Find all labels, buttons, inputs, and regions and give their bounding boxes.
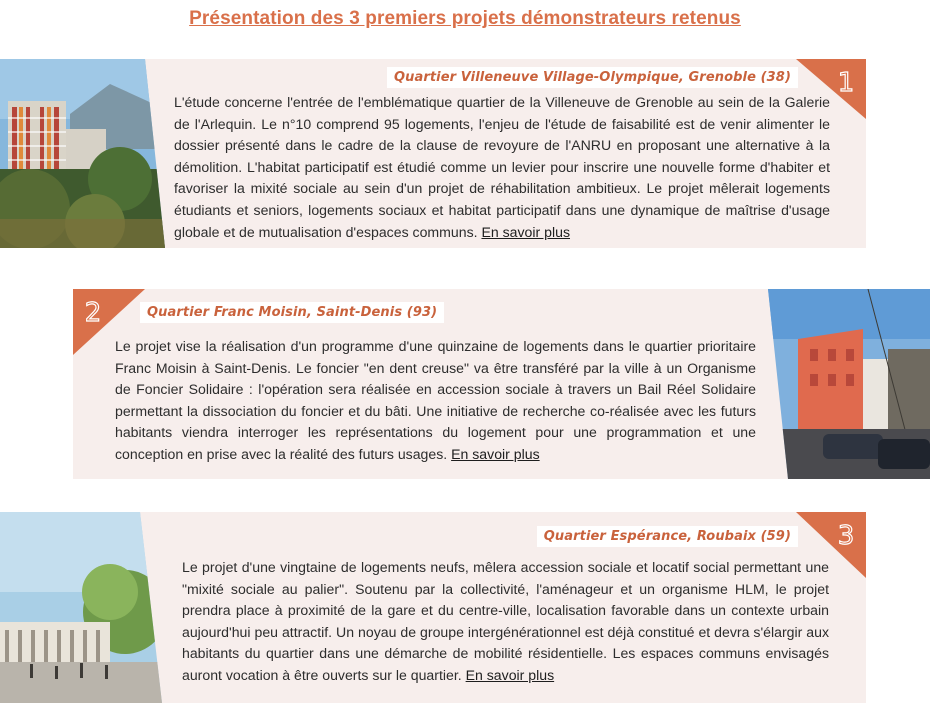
more-link-2[interactable]: En savoir plus (451, 445, 540, 462)
project-location-2: Quartier Franc Moisin, Saint-Denis (93) (140, 302, 444, 323)
project-text-2: Le projet vise la réalisation d'un programme d'une quinzaine de logements dans le quartier prioritaire Franc Moisin à Saint-Denis. Le foncier "en dent creuse" va être transféré par la ville à un Organisme de Foncier Solidaire : l'opération sera réalisée en accession sociale à travers un Bail Réel Solidaire permettant la dissociation du foncier et du bâti. Une initiative de recherche co-réalisée avec les futurs habitants viendra interroger les représentations du logement pour une programmation et une conception en prise avec la réalité des futurs usages. (115, 338, 756, 462)
project-card-1 (0, 59, 866, 248)
project-text-1: L'étude concerne l'entrée de l'emblématique quartier de la Villeneuve de Grenoble au sein de la Galerie de l'Arlequin. Le n°10 comprend 95 logements, l'enjeu de l'étude de faisabilité est de venir alimenter le dossier présenté dans le cadre de la clause de revoyure de l'ANRU en proposant une alternative à la démolition. L'habitat participatif est étudié comme un levier pour inscrire une nouvelle forme d'habiter et favoriser la mixité sociale au sein d'un projet de réhabilitation ambitieux. Le projet mêlerait logements étudiants et seniors, logements sociaux et habitat participatif dans une dynamique de maîtrise d'usage globale et de mutualisation d'espaces communs. (174, 94, 830, 240)
project-photo-saint-denis (768, 289, 930, 479)
project-description-1 (174, 92, 830, 243)
project-card-3 (0, 512, 866, 703)
project-description-3 (182, 557, 829, 687)
project-location-1: Quartier Villeneuve Village-Olympique, Grenoble (38) (387, 67, 798, 88)
project-photo-roubaix (0, 512, 162, 703)
project-card-2 (73, 289, 930, 479)
project-text-3: Le projet d'une vingtaine de logements neufs, mêlera accession sociale et locatif social permettant une "mixité sociale au palier". Soutenu par la collectivité, l'aménageur et un organisme HLM, le projet prendra place à proximité de la gare et du centre-ville, localisation favorable dans un contexte urbain aujourd'hui peu attractif. Un noyau de groupe intergénérationnel est déjà constitué et devra s'élargir aux habitants du quartier dans une démarche de mobilité résidentielle. Les espaces communs envisagés auront vocation à être ouverts sur le quartier. (182, 559, 829, 683)
more-link-3[interactable]: En savoir plus (465, 666, 555, 683)
project-description-2 (115, 336, 756, 466)
badge-number-2: 2 (84, 298, 102, 328)
project-photo-grenoble (0, 59, 165, 248)
project-location-3: Quartier Espérance, Roubaix (59) (537, 526, 798, 547)
badge-number-3: 3 (837, 521, 855, 551)
more-link-1[interactable]: En savoir plus (481, 223, 570, 240)
badge-number-1: 1 (837, 68, 855, 98)
page-title: Présentation des 3 premiers projets démonstrateurs retenus (189, 8, 741, 29)
